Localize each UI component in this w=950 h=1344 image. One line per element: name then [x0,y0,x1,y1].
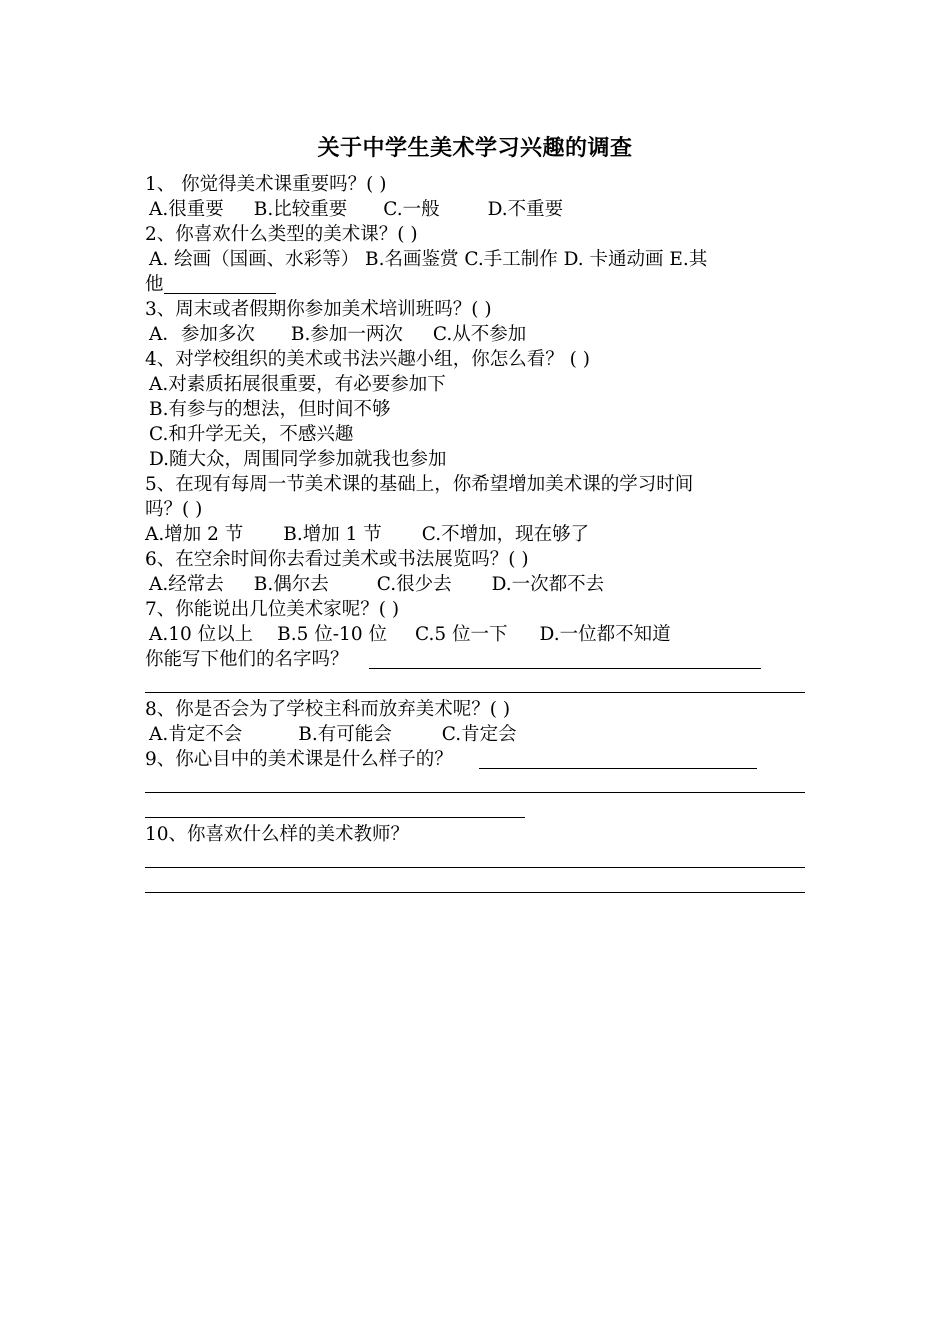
question-2: 2、你喜欢什么类型的美术课？( ) [145,224,418,245]
question-6-options [145,572,805,597]
q7-option-c[interactable]: C.5 位一下 [414,624,508,645]
question-3-options [145,322,805,347]
q1-option-d[interactable]: D.不重要 [487,199,564,220]
q1-option-b[interactable]: B.比较重要 [253,199,348,220]
q10-answer-blank-line-1[interactable] [145,847,805,872]
question-8-options [145,722,805,747]
question-5-options [145,522,805,547]
q1-option-a[interactable]: A.很重要 [149,199,224,220]
q5-option-b[interactable]: B.增加 1 节 [283,524,382,545]
q6-option-c[interactable]: C.很少去 [376,574,452,595]
q4-option-c[interactable]: C.和升学无关，不感兴趣 [149,424,354,445]
q9-answer-blank-line-2[interactable] [145,772,805,797]
question-5-line-2: 吗？( ) [145,499,203,520]
q4-option-a[interactable]: A.对素质拓展很重要，有必要参加下 [149,374,446,395]
q3-option-b[interactable]: B.参加一两次 [290,324,403,345]
question-7-followup [145,647,805,672]
q6-option-a[interactable]: A.经常去 [149,574,224,595]
q7-followup-label: 你能写下他们的名字吗？ [145,649,349,670]
q5-option-c[interactable]: C.不增加，现在够了 [421,524,590,545]
q9-answer-blank-line-3[interactable] [145,797,805,822]
survey-body [145,172,805,897]
q7-option-d[interactable]: D.一位都不知道 [539,624,671,645]
q3-option-a[interactable]: A．参加多次 [149,324,255,345]
q8-option-c[interactable]: C.肯定会 [441,724,517,745]
q1-option-c[interactable]: C.一般 [383,199,440,220]
question-8: 8、你是否会为了学校主科而放弃美术呢？( ) [145,699,511,720]
q8-option-b[interactable]: B.有可能会 [298,724,392,745]
question-2-other [145,272,805,297]
question-1-options [145,197,805,222]
question-2-options[interactable]: A. 绘画（国画、水彩等） B.名画鉴赏 C.手工制作 D. 卡通动画 E.其 [149,249,708,270]
question-9 [145,747,805,772]
question-7: 7、你能说出几位美术家呢？( ) [145,599,400,620]
q9-answer-blank[interactable] [479,750,757,769]
q6-option-d[interactable]: D.一次都不去 [491,574,605,595]
question-5-line-1: 5、在现有每周一节美术课的基础上，你希望增加美术课的学习时间 [145,474,694,495]
q4-option-b[interactable]: B.有参与的想法，但时间不够 [149,399,391,420]
question-10: 10、你喜欢什么样的美术教师？ [145,824,410,845]
q7-names-blank[interactable] [369,650,761,669]
q9-label: 9、你心目中的美术课是什么样子的？ [145,749,453,770]
question-6: 6、在空余时间你去看过美术或书法展览吗？( ) [145,549,529,570]
q4-option-d[interactable]: D.随大众，周围同学参加就我也参加 [149,449,447,470]
q7-option-b[interactable]: B.5 位-10 位 [277,624,387,645]
q5-option-a[interactable]: A.增加 2 节 [145,524,244,545]
q7-names-blank-line-2[interactable] [145,672,805,697]
q10-answer-blank-line-2[interactable] [145,872,805,897]
question-1: 1、 你觉得美术课重要吗？( ) [145,174,387,195]
document-title: 关于中学生美术学习兴趣的调查 [317,136,633,161]
question-3: 3、周末或者假期你参加美术培训班吗？( ) [145,299,492,320]
q2-other-label: 他 [145,274,164,295]
q2-other-blank[interactable] [164,275,276,294]
q6-option-b[interactable]: B.偶尔去 [253,574,329,595]
question-7-options [145,622,805,647]
q3-option-c[interactable]: C.从不参加 [432,324,527,345]
q8-option-a[interactable]: A.肯定不会 [149,724,243,745]
q7-option-a[interactable]: A.10 位以上 [149,624,254,645]
question-4: 4、对学校组织的美术或书法兴趣小组，你怎么看？ ( ) [145,349,590,370]
